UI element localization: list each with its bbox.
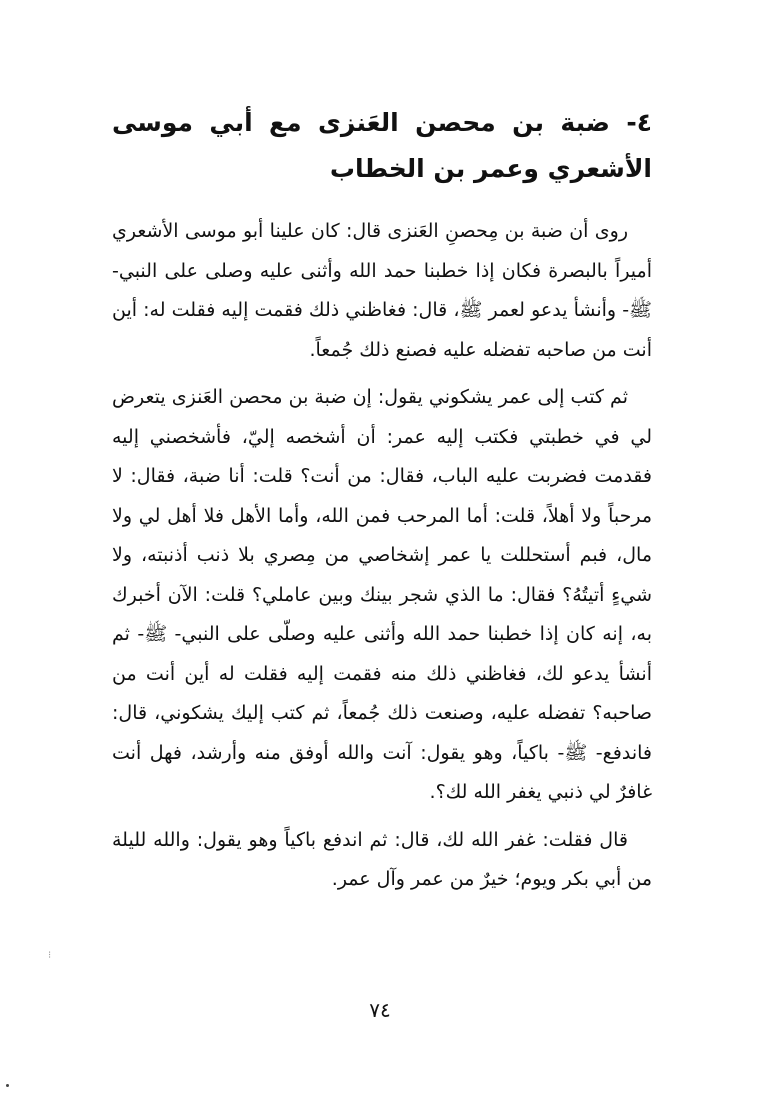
page-number: ٧٤ [369,998,391,1022]
paragraph-3: قال فقلت: غفر الله لك، قال: ثم اندفع باكياً وهو يقول: والله لليلة من أبي بكر ويوم؛ خيرٌ من عمر وآل عمر. [112,828,652,890]
margin-mark: ⁝ [48,950,52,961]
page-content [112,100,652,908]
section-heading: ٤- ضبة بن محصن العَنزى مع أبي موسى الأشعري وعمر بن الخطاب [112,108,652,183]
paragraph-1: روى أن ضبة بن مِحصنِ العَنزى قال: كان علينا أبو موسى الأشعري أميراً بالبصرة فكان إذا خطبنا حمد الله وأثنى عليه وصلى على النبي- ﷺ- وأنشأ يدعو لعمر ﷺ، قال: فغاظني ذلك فقمت إليه فقلت له: أين أنت من صاحبه تفضله عليه فصنع ذلك جُمعاً. [112,220,652,361]
scan-speck [6,1084,9,1087]
paragraph-2: ثم كتب إلى عمر يشكوني يقول: إن ضبة بن محصن العَنزى يتعرض لي في خطبتي فكتب إليه عمر: أن أشخصه إليّ، فأشخصني إليه فقدمت فضربت عليه الباب، فقال: من أنت؟ قلت: أنا ضبة، فقال: لا مرحباً ولا أهلاً، قلت: أما المرحب فمن الله، وأما الأهل فلا أهل لي ولا مال، فبم أستحللت يا عمر إشخاصي من مِصري بلا ذنب أذنبته، ولا شيءٍ أتيتُهُ؟ فقال: ما الذي شجر بينك وبين عاملي؟ قلت: الآن أخبرك به، إنه كان إذا خطبنا حمد الله وأثنى عليه وصلّى على النبي- ﷺ- ثم أنشأ يدعو لك، فغاظني ذلك منه فقمت إليه فقلت له أين أنت من صاحبه؟ تفضله عليه، وصنعت ذلك جُمعاً، ثم كتب إليك يشكوني، قال: فاندفع- ﷺ- باكياً، وهو يقول: آنت والله أوفق منه وأرشد، فهل أنت غافرٌ لي ذنبي يغفر الله لك؟. [112,386,652,803]
